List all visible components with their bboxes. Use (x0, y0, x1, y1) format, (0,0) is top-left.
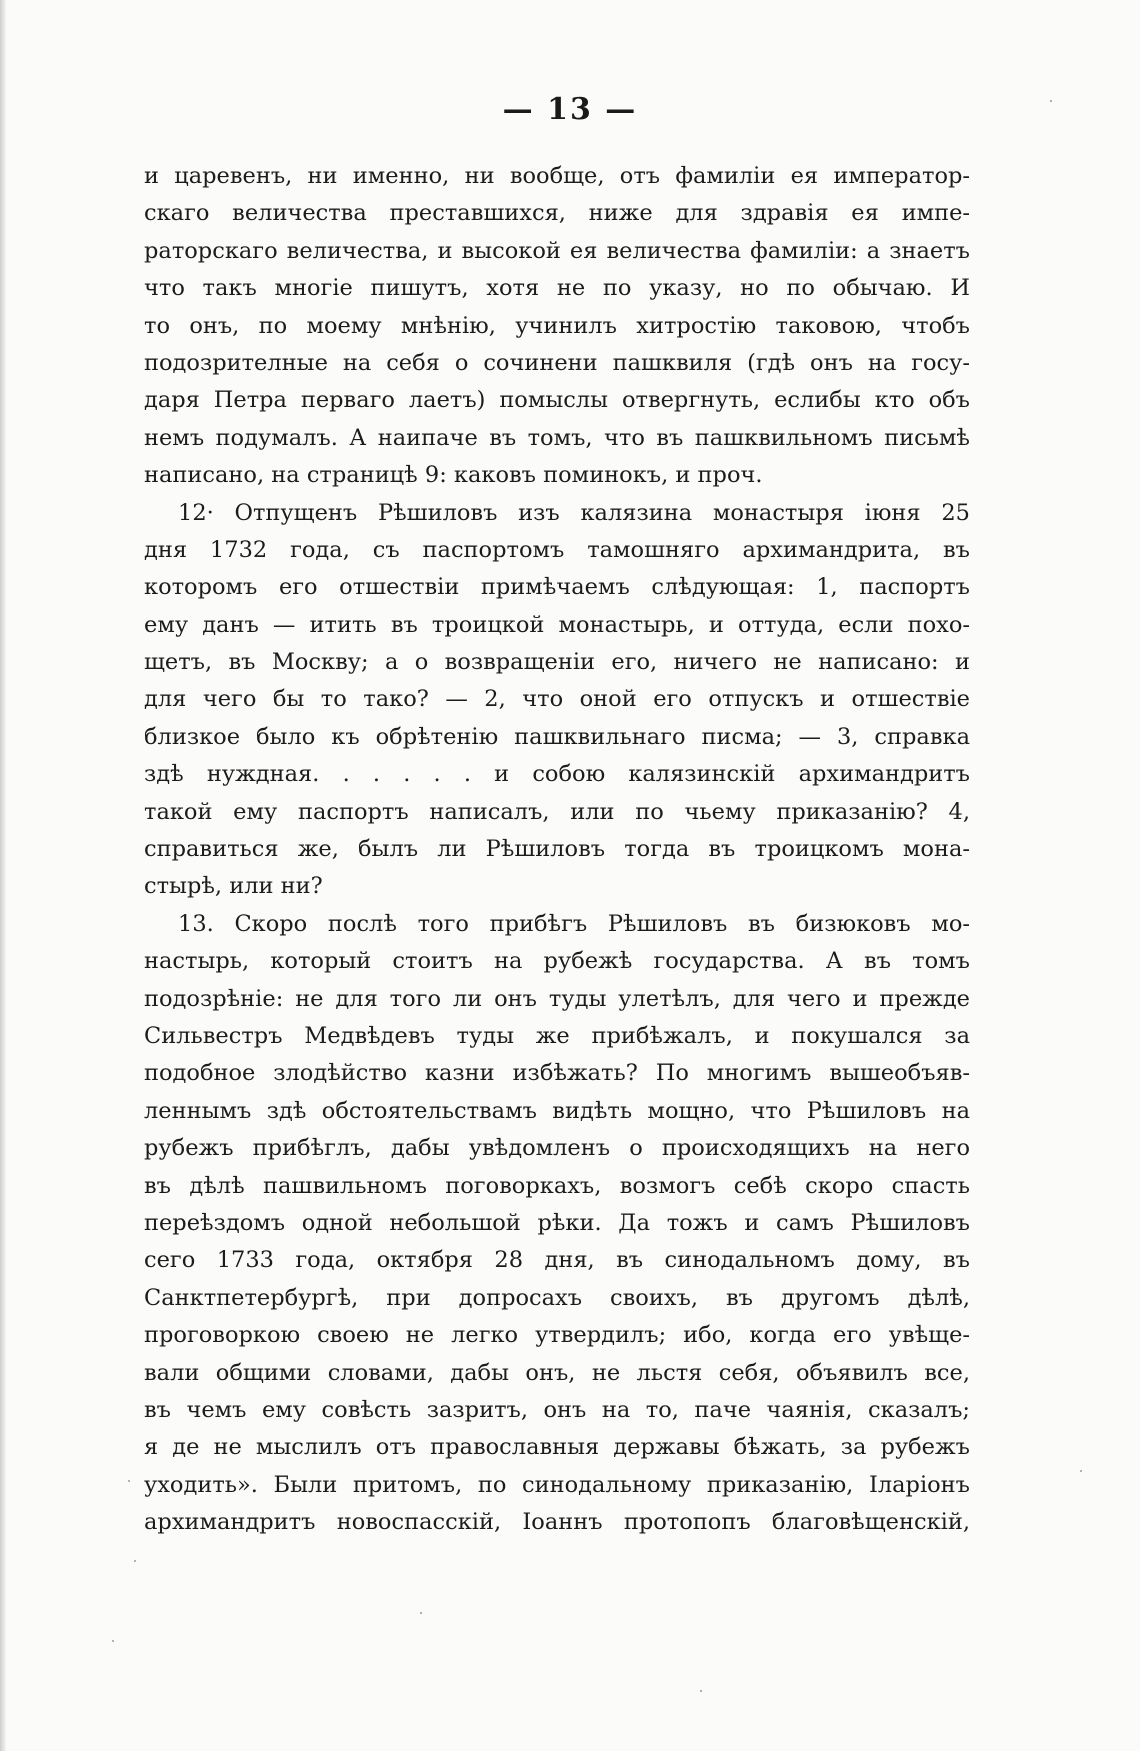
scan-speck (112, 1640, 114, 1642)
text-line: въ чемъ ему совѣсть зазритъ, онъ на то, паче чаянія, сказалъ; (144, 1396, 970, 1423)
text-line: Санктпетербургѣ, при допросахъ своихъ, въ другомъ дѣлѣ, (144, 1284, 970, 1311)
text-line: проговоркою своею не легко утвердилъ; ибо, когда его увѣще- (144, 1322, 970, 1349)
text-line: написано, на страницѣ 9: каковъ поминокъ, и проч. (144, 462, 763, 489)
text-line: справиться же, былъ ли Рѣшиловъ тогда въ троицкомъ мона- (144, 836, 970, 863)
text-line: сего 1733 года, октября 28 дня, въ синодальномъ дому, въ (144, 1247, 970, 1274)
text-line: леннымъ здѣ обстоятельствамъ видѣть мощно, что Рѣшиловъ на (144, 1097, 970, 1124)
text-line: я де не мыслилъ отъ православныя державы бѣжать, за рубежъ (144, 1434, 970, 1461)
text-line: щетъ, въ Москву; а о возвращеніи его, ничего не написано: и (144, 649, 970, 676)
text-line: въ дѣлѣ пашвильномъ поговоркахъ, возмогъ себѣ скоро спасть (144, 1172, 970, 1199)
text-line: переѣздомъ одной небольшой рѣки. Да тожъ и самъ Рѣшиловъ (144, 1209, 970, 1236)
text-line: для чего бы то тако? — 2, что оной его отпускъ и отшествіе (144, 686, 970, 713)
text-line: подозрителные на себя о сочинени пашквиля (гдѣ онъ на госу- (144, 349, 970, 376)
text-line: подобное злодѣйство казни избѣжать? По многимъ вышеобъяв- (144, 1060, 970, 1087)
scan-speck (420, 1612, 422, 1614)
scan-speck (1050, 100, 1052, 102)
text-line: что такъ многіе пишутъ, хотя не по указу, но по обычаю. И (144, 275, 970, 302)
text-line: и царевенъ, ни именно, ни вообще, отъ фамиліи ея император- (144, 163, 970, 189)
text-line: которомъ его отшествіи примѣчаемъ слѣдующая: 1, паспортъ (144, 574, 970, 601)
text-line: ему данъ — итить въ троицкой монастырь, и оттуда, если похо- (144, 611, 970, 638)
scan-speck (128, 1480, 130, 1482)
text-line: стырѣ, или ни? (144, 873, 323, 900)
paragraph-12-start: 12· Отпущенъ Рѣшиловъ изъ калязина монастыря іюня 25 (178, 499, 970, 526)
text-line: такой ему паспортъ написалъ, или по чьему приказанію? 4, (144, 798, 970, 825)
text-line: раторскаго величества, и высокой ея величества фамиліи: а знаетъ (144, 237, 970, 264)
text-line: даря Петра перваго лаетъ) помыслы отвергнуть, еслибы кто объ (144, 387, 970, 414)
text-line: здѣ нуждная. . . . . . и собою калязинскій архимандритъ (144, 761, 970, 788)
text-line: рубежъ прибѣглъ, дабы увѣдомленъ о происходящихъ на него (144, 1135, 970, 1162)
text-line: Сильвестръ Медвѣдевъ туды же прибѣжалъ, и покушался за (144, 1022, 970, 1049)
scan-binding-edge (0, 0, 6, 1751)
page-number: — 13 — (502, 92, 638, 127)
text-line: то онъ, по моему мнѣнію, учинилъ хитростію таковою, чтобъ (144, 312, 970, 339)
text-line: немъ подумалъ. А наипаче въ томъ, что въ пашквильномъ письмѣ (144, 424, 970, 451)
text-line: близкое было къ обрѣтенію пашквильнаго писма; — 3, справка (144, 723, 970, 750)
text-line: настырь, который стоитъ на рубежѣ государства. А въ томъ (144, 948, 970, 975)
text-line: дня 1732 года, съ паспортомъ тамошняго архимандрита, въ (144, 536, 970, 563)
scan-speck (134, 1560, 136, 1562)
text-line: уходить». Были притомъ, по синодальному приказанію, Іларіонъ (144, 1471, 970, 1498)
text-line: скаго величества преставшихся, ниже для здравія ея импе- (144, 200, 970, 227)
text-line: архимандритъ новоспасскій, Іоаннъ протопопъ благовѣщенскій, (144, 1509, 970, 1536)
text-line: вали общими словами, дабы онъ, не льстя себя, объявилъ все, (144, 1359, 970, 1386)
scan-speck (1080, 1470, 1082, 1472)
text-line: подозрѣніе: не для того ли онъ туды улетѣлъ, для чего и прежде (144, 985, 970, 1012)
scan-speck (700, 1690, 702, 1692)
body-text (144, 158, 970, 1541)
paragraph-13-start: 13. Скоро послѣ того прибѣгъ Рѣшиловъ въ бизюковъ мо- (178, 910, 970, 937)
